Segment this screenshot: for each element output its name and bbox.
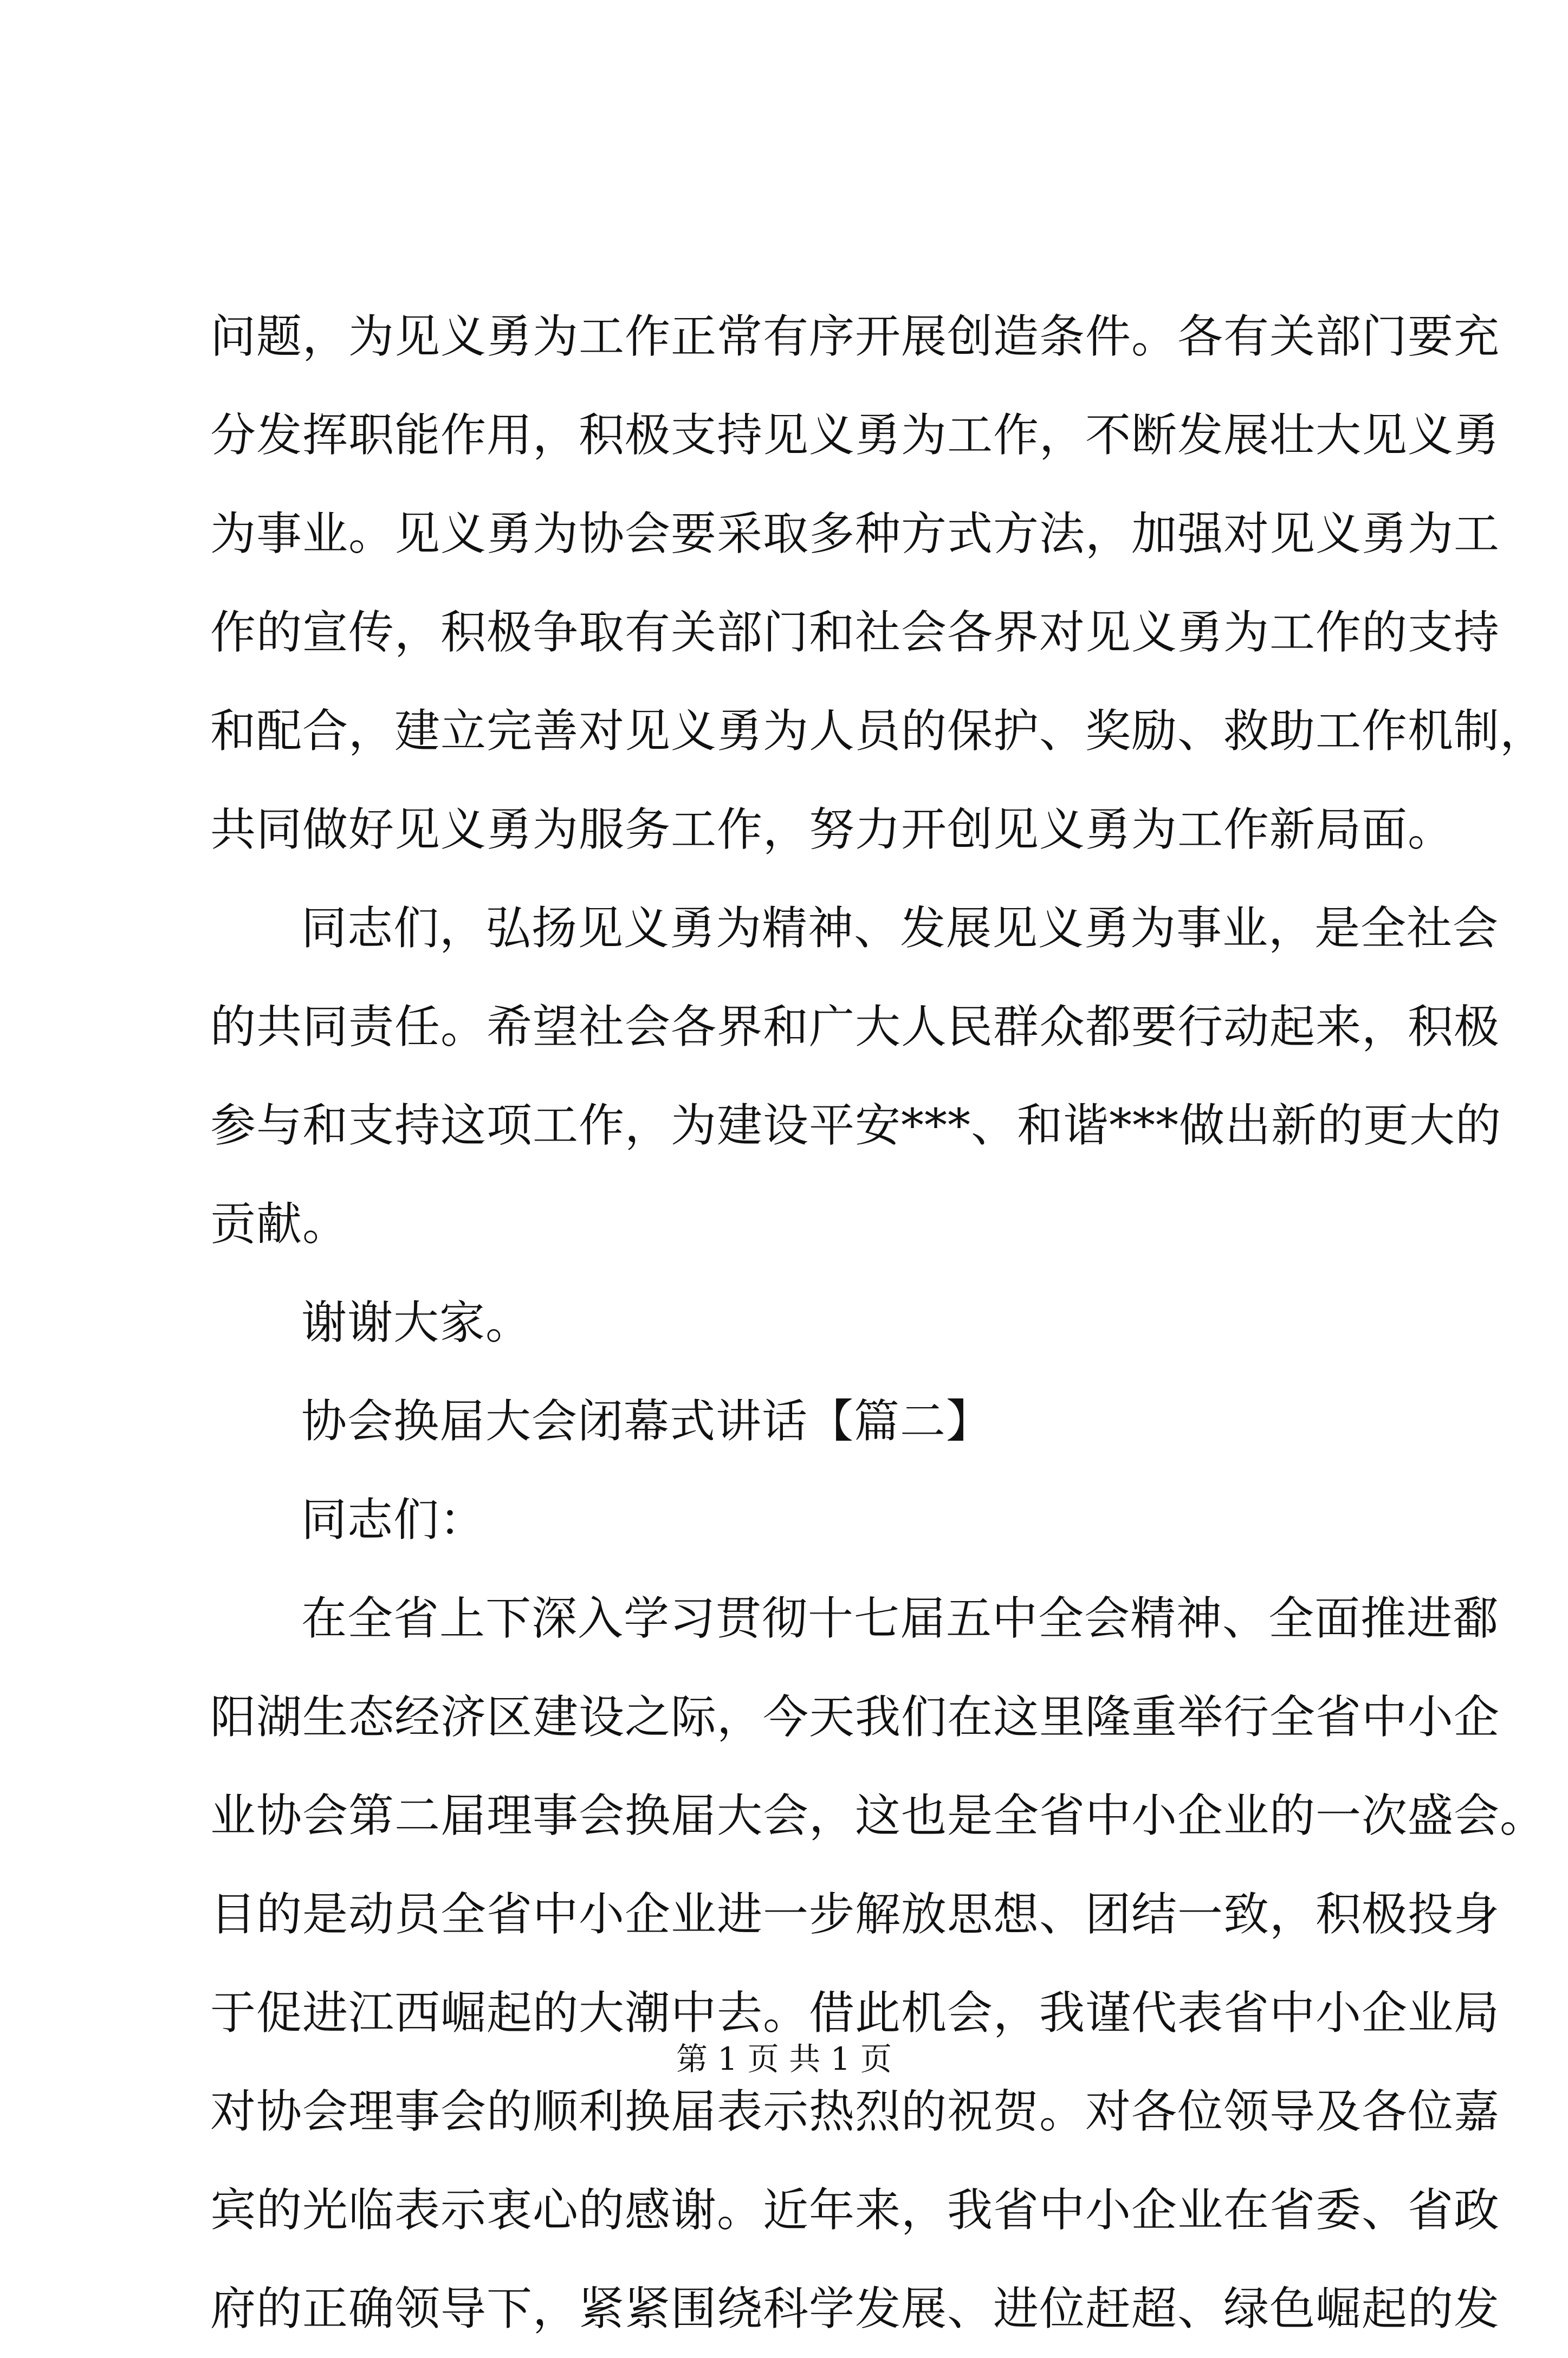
page-footer: 第 1 页 共 1 页 — [676, 2040, 892, 2077]
text-line: 同志们，弘扬见义勇为精神、发展见义勇为事业，是全社会 — [301, 902, 1499, 955]
text-line: 作的宣传，积极争取有关部门和社会各界对见义勇为工作的支持 — [210, 606, 1500, 659]
text-line: 协会换届大会闭幕式讲话【篇二】 — [301, 1395, 993, 1448]
text-line: 参与和支持这项工作，为建设平安***、和谐***做出新的更大的 — [210, 1099, 1502, 1152]
text-line: 谢谢大家。 — [301, 1296, 532, 1349]
text-line: 对协会理事会的顺利换届表示热烈的祝贺。对各位领导及各位嘉 — [210, 2085, 1500, 2138]
text-line: 同志们： — [301, 1493, 486, 1546]
text-line: 于促进江西崛起的大潮中去。借此机会，我谨代表省中小企业局 — [210, 1986, 1500, 2039]
text-line: 和配合，建立完善对见义勇为人员的保护、奖励、救助工作机制， — [210, 704, 1546, 757]
text-line: 府的正确领导下，紧紧围绕科学发展、进位赶超、绿色崛起的发 — [210, 2282, 1500, 2335]
text-line: 为事业。见义勇为协会要采取多种方式方法，加强对见义勇为工 — [210, 507, 1500, 560]
text-line: 问题，为见义勇为工作正常有序开展创造条件。各有关部门要充 — [210, 310, 1500, 363]
text-line: 业协会第二届理事会换届大会，这也是全省中小企业的一次盛会。 — [210, 1789, 1546, 1842]
text-line: 分发挥职能作用，积极支持见义勇为工作，不断发展壮大见义勇 — [210, 409, 1500, 462]
text-line: 的共同责任。希望社会各界和广大人民群众都要行动起来，积极 — [210, 1000, 1500, 1053]
text-line: 宾的光临表示衷心的感谢。近年来，我省中小企业在省委、省政 — [210, 2184, 1500, 2237]
text-line: 贡献。 — [210, 1197, 349, 1251]
text-line: 共同做好见义勇为服务工作，努力开创见义勇为工作新局面。 — [210, 803, 1454, 856]
text-line: 在全省上下深入学习贯彻十七届五中全会精神、全面推进鄱 — [301, 1592, 1499, 1645]
text-line: 阳湖生态经济区建设之际，今天我们在这里隆重举行全省中小企 — [210, 1690, 1500, 1744]
text-line: 目的是动员全省中小企业进一步解放思想、团结一致，积极投身 — [210, 1888, 1500, 1941]
